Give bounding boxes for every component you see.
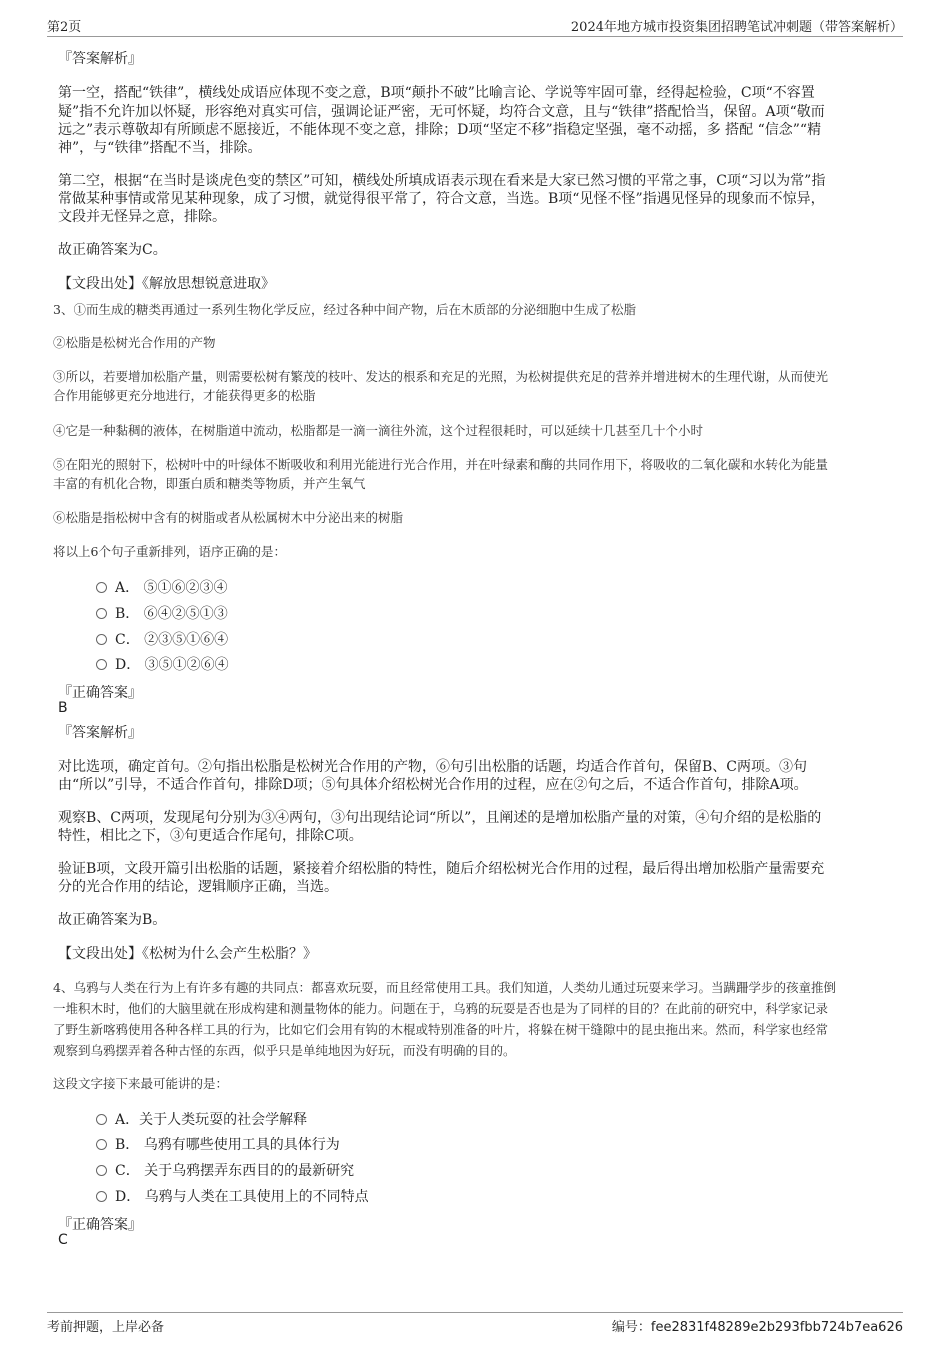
q3-analysis-p1-line1: 对比选项，确定首句。②句指出松脂是松树光合作用的产物，⑥句引出松脂的话题，均适合作首句，保留B、C两项。③句: [58, 759, 807, 775]
q3-sentence-3-line1: ③所以，若要增加松脂产量，则需要松树有繁茂的枝叶、发达的根系和充足的光照，为松树提供充足的营养并增进树木的生理代谢，从而使光: [53, 369, 829, 384]
q3-source: 【文段出处】《松树为什么会产生松脂？》: [58, 946, 317, 962]
radio-icon[interactable]: [96, 1165, 107, 1176]
q2-conclusion: 故正确答案为C。: [58, 242, 167, 258]
q2-analysis-p1-line1: 第一空，搭配“铁律”，横线处成语应体现不变之意，B项“颠扑不破”比喻言论、学说等牢固可靠，经得起检验，C项“不容置: [58, 85, 815, 101]
q4-passage-line4: 观察到乌鸦摆弄着各种古怪的东西，似乎只是单纯地因为好玩，而没有明确的目的。: [53, 1043, 516, 1058]
q3-sentence-6: ⑥松脂是指松树中含有的树脂或者从松属树木中分泌出来的树脂: [53, 510, 404, 525]
document-title: 2024年地方城市投资集团招聘笔试冲刺题（带答案解析）: [570, 20, 903, 35]
q4-passage-line3: 了野生新喀鸦使用各种各样工具的行为，比如它们会用有钩的木棍或特别准备的叶片，将躲在树干缝隙中的昆虫拖出来。然而，科学家也经常: [53, 1022, 829, 1037]
page-number: 第2页: [47, 20, 82, 35]
page-footer: [47, 1312, 903, 1335]
q4-option-d[interactable]: D． 乌鸦与人类在工具使用上的不同特点: [96, 1186, 369, 1206]
q4-option-c[interactable]: C． 关于乌鸦摆弄东西目的的最新研究: [96, 1160, 354, 1180]
q3-analysis-p2-line2: 特性，相比之下，③句更适合作尾句，排除C项。: [58, 828, 363, 844]
q3-conclusion: 故正确答案为B。: [58, 912, 167, 928]
radio-icon[interactable]: [96, 1191, 107, 1202]
page-header: [47, 14, 903, 37]
q2-analysis-p2-line2: 常做某种事情或常见某种现象，成了习惯，就觉得很平常了，符合文意，当选。B项“见怪不怪”指遇见怪异的现象而不惊异，: [58, 191, 825, 207]
q3-sentence-2: ②松脂是松树光合作用的产物: [53, 335, 216, 350]
q4-passage-line2: 一堆积木时，他们的大脑里就在形成构建和测量物体的能力。问题在于，乌鸦的玩耍是否也是为了同样的目的？在此前的研究中，科学家记录: [53, 1001, 829, 1016]
q3-sentence-1: 3、①而生成的糖类再通过一系列生物化学反应，经过各种中间产物，后在木质部的分泌细胞中生成了松脂: [53, 302, 636, 317]
q3-sentence-5-line1: ⑤在阳光的照射下，松树叶中的叶绿体不断吸收和利用光能进行光合作用，并在叶绿素和酶的共同作用下，将吸收的二氧化碳和水转化为能量: [53, 457, 829, 472]
radio-icon[interactable]: [96, 1139, 107, 1150]
q3-sentence-4: ④它是一种黏稠的液体，在树脂道中流动，松脂都是一滴一滴往外流，这个过程很耗时，可以延续十几甚至几十个小时: [53, 423, 704, 438]
q3-answer-label: 『正确答案』: [58, 685, 142, 701]
q4-option-a[interactable]: A．关于人类玩耍的社会学解释: [96, 1109, 307, 1129]
q4-answer: C: [58, 1232, 68, 1248]
q3-answer: B: [58, 700, 68, 716]
radio-icon[interactable]: [96, 634, 107, 645]
q2-analysis-p1-line3: 远之”表示尊敬却有所顾虑不愿接近，不能体现不变之意，排除；D项“坚定不移”指稳定坚强，毫不动摇，多 搭配 “信念”“精: [58, 122, 822, 138]
q3-option-b[interactable]: B． ⑥④②⑤①③: [96, 603, 228, 623]
q2-analysis-p1-line4: 神”，与“铁律”搭配不当，排除。: [58, 140, 262, 156]
footer-slogan: 考前押题，上岸必备: [47, 1320, 165, 1335]
q3-question: 将以上6个句子重新排列，语序正确的是：: [53, 544, 286, 559]
q2-analysis-p2-line3: 文段并无怪异之意，排除。: [58, 209, 226, 225]
q3-analysis-p2-line1: 观察B、C两项，发现尾句分别为③④两句，③句出现结论词“所以”，且阐述的是增加松脂产量的对策，④句介绍的是松脂的: [58, 810, 822, 826]
q4-question: 这段文字接下来最可能讲的是：: [53, 1076, 229, 1091]
document-code: 编号：fee2831f48289e2b293fbb724b7ea626: [611, 1320, 903, 1335]
q3-option-c[interactable]: C． ②③⑤①⑥④: [96, 629, 228, 649]
q3-analysis-label: 『答案解析』: [58, 725, 142, 741]
q3-option-d[interactable]: D． ③⑤①②⑥④: [96, 654, 229, 674]
q3-sentence-5-line2: 丰富的有机化合物，即蛋白质和糖类等物质，并产生氧气: [53, 476, 366, 491]
q2-analysis-p1-line2: 疑”指不允许加以怀疑，形容绝对真实可信，强调论证严密，无可怀疑，均符合文意，且与“铁律”搭配恰当，保留。A项“敬而: [58, 104, 825, 120]
q3-sentence-3-line2: 合作用能够更充分地进行，才能获得更多的松脂: [53, 388, 316, 403]
q2-source: 【文段出处】《解放思想锐意进取》: [58, 276, 275, 292]
radio-icon[interactable]: [96, 1114, 107, 1125]
radio-icon[interactable]: [96, 582, 107, 593]
q4-passage-line1: 4、乌鸦与人类在行为上有许多有趣的共同点：都喜欢玩耍，而且经常使用工具。我们知道，人类幼儿通过玩耍来学习。当蹒跚学步的孩童推倒: [53, 980, 836, 995]
q3-analysis-p3-line2: 分的光合作用的结论，逻辑顺序正确，当选。: [58, 879, 338, 895]
q4-answer-label: 『正确答案』: [58, 1217, 142, 1233]
q3-option-a[interactable]: A． ⑤①⑥②③④: [96, 577, 228, 597]
q3-analysis-p1-line2: 由“所以”引导，不适合作首句，排除D项；⑤句具体介绍松树光合作用的过程，应在②句之后，不适合作首句，排除A项。: [58, 777, 808, 793]
q3-analysis-p3-line1: 验证B项，文段开篇引出松脂的话题，紧接着介绍松脂的特性，随后介绍松树光合作用的过程，最后得出增加松脂产量需要充: [58, 861, 825, 877]
radio-icon[interactable]: [96, 608, 107, 619]
radio-icon[interactable]: [96, 659, 107, 670]
q2-analysis-label: 『答案解析』: [58, 51, 142, 67]
q4-option-b[interactable]: B． 乌鸦有哪些使用工具的具体行为: [96, 1134, 340, 1154]
q2-analysis-p2-line1: 第二空，根据“在当时是谈虎色变的禁区”可知，横线处所填成语表示现在看来是大家已然习惯的平常之事，C项“习以为常”指: [58, 173, 826, 189]
